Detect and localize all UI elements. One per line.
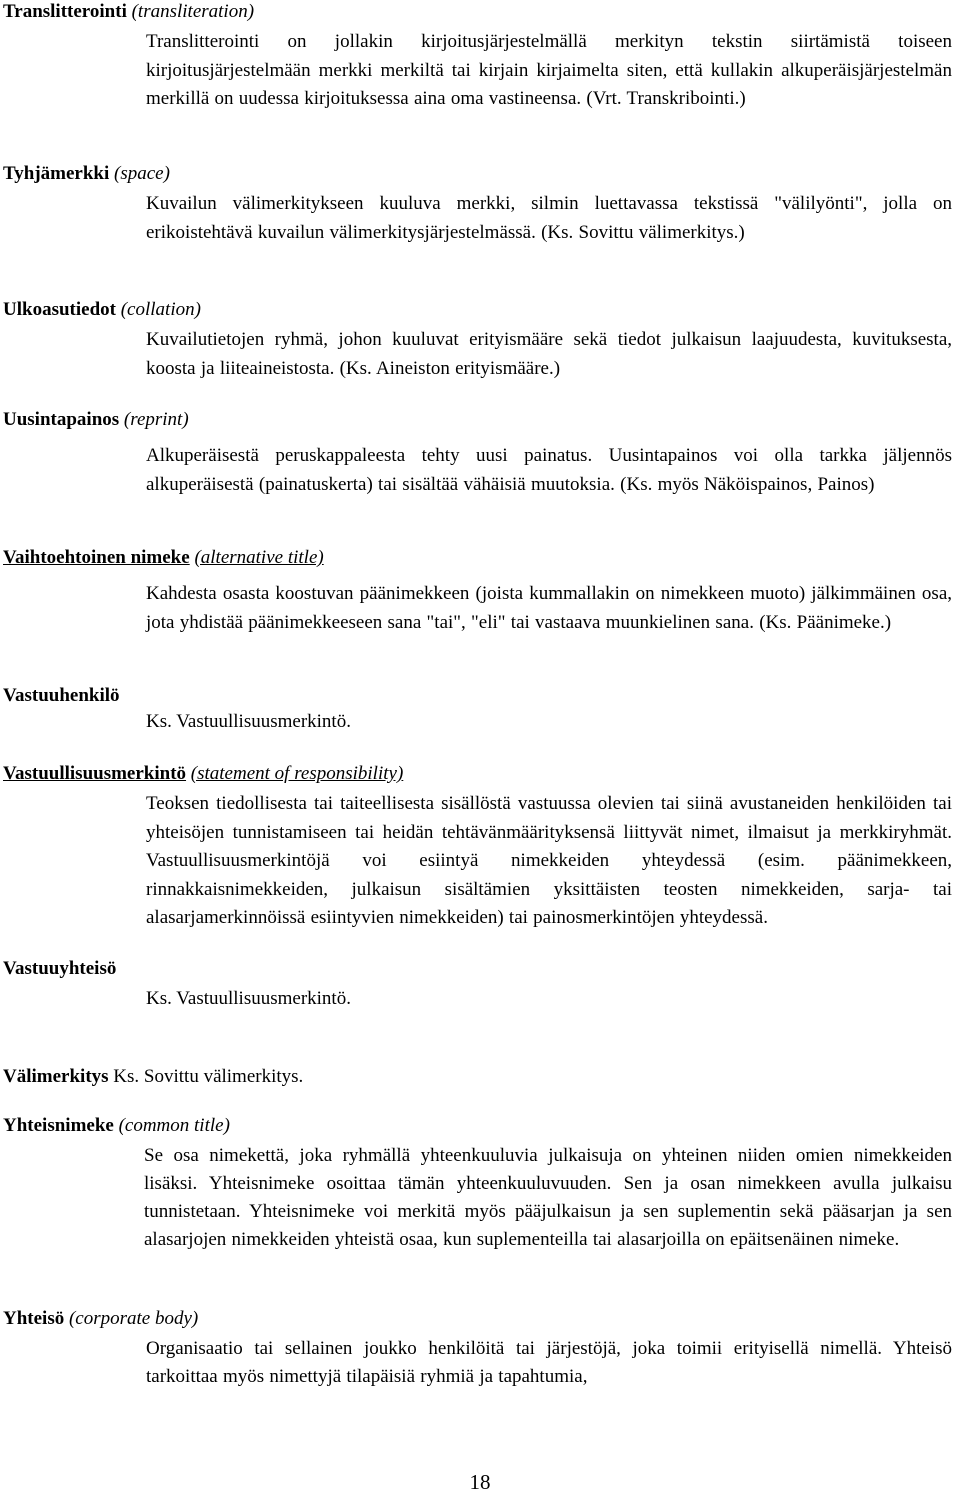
entry-heading	[3, 684, 952, 708]
entry-term: Välimerkitys	[3, 1066, 109, 1087]
entry-definition: Kuvailutietojen ryhmä, johon kuuluvat erityismääre sekä tiedot julkaisun laajuudesta, kuvituksesta, koosta ja liiteaineistosta. (Ks. Aineiston erityismääre.)	[146, 329, 952, 379]
glossary-entry-vastuuhenkilo	[3, 684, 952, 736]
entry-definition: Kahdesta osasta koostuvan päänimekkeen (joista kummallakin on nimekkeen muoto) jälkimmäinen osa, jota yhdistää päänimekkeeseen sana "tai", "eli" tai vastaava muunkielinen sana. (Ks. Päänimeke.)	[146, 583, 952, 633]
entry-gloss: (space)	[114, 163, 170, 184]
entry-term: Translitterointi	[3, 1, 127, 22]
entry-definition: Translitterointi on jollakin kirjoitusjärjestelmällä merkityn tekstin siirtämistä toiseen kirjoitusjärjestelmään merkki merkiltä tai kirjain kirjaimelta siten, että kullakin alkuperäisjärjestelmän merkillä on uudessa kirjoituksessa aina oma vastineensa. (Vrt. Transkribointi.)	[146, 31, 952, 109]
glossary-entry-tyhjamerkki	[3, 162, 952, 247]
entry-heading	[3, 546, 952, 570]
entry-term: Yhteisö	[3, 1308, 65, 1329]
entry-gloss: (alternative title)	[194, 547, 324, 568]
entry-definition: Alkuperäisestä peruskappaleesta tehty uusi painatus. Uusintapainos voi olla tarkka jäljennös alkuperäisestä (painatuskerta) tai sisältää vähäisiä muutoksia. (Ks. myös Näköispainos, Painos)	[146, 445, 952, 495]
entry-definition: Se osa nimekettä, joka ryhmällä yhteenkuuluvia julkaisuja on yhteinen niiden omien nimekkeiden lisäksi. Yhteisnimeke osoittaa tämän yhteenkuuluvuuden. Sen ja osan nimekkeen avulla julkaisu tunnistetaan. Yhteisnimeke voi merkitä myös pääjulkaisun ja sen suplementin sekä pääsarjan ja sen alasarjojen nimekkeiden yhteistä osaa, kun suplementeilla tai alasarjoilla on epäitsenäinen nimeke.	[144, 1145, 952, 1250]
entry-heading	[3, 162, 952, 186]
entry-definition: Kuvailun välimerkitykseen kuuluva merkki, silmin luettavassa tekstissä "välilyönti", jolla on erikoistehtävä kuvailun välimerkitysjärjestelmässä. (Ks. Sovittu välimerkitys.)	[146, 193, 952, 243]
glossary-entry-translitterointi	[3, 0, 952, 114]
entry-heading	[3, 1065, 952, 1089]
entry-heading	[3, 957, 952, 981]
glossary-entry-valimerkitys	[3, 1065, 952, 1089]
entry-term: Vastuuhenkilö	[3, 685, 120, 706]
glossary-entry-yhteisnimeke	[3, 1114, 952, 1254]
entry-gloss: (collation)	[120, 299, 201, 320]
glossary-entry-vaihtoehtoinen-nimeke	[3, 546, 952, 637]
glossary-entry-vastuullisuusmerkinto	[3, 762, 952, 933]
page-number: 18	[469, 1470, 491, 1494]
entry-term: Ulkoasutiedot	[3, 299, 116, 320]
glossary-entry-yhteiso	[3, 1307, 952, 1391]
entry-gloss: (common title)	[118, 1115, 230, 1136]
entry-gloss: (corporate body)	[68, 1308, 199, 1329]
entry-definition: Ks. Sovittu välimerkitys.	[113, 1066, 304, 1087]
entry-heading	[3, 1307, 952, 1331]
glossary-entry-uusintapainos	[3, 408, 952, 499]
glossary-entry-ulkoasutiedot	[3, 298, 952, 383]
entry-heading	[3, 298, 952, 322]
entry-term: Uusintapainos	[3, 409, 120, 430]
glossary-entry-vastuuyhteiso	[3, 957, 952, 1013]
entry-definition: Teoksen tiedollisesta tai taiteellisesta sisällöstä vastuussa olevien tai siinä avustaneiden henkilöiden tai yhteisöjen tunnistamiseen tai heidän tehtävänmäärityksensä liittyvät nimet, ilmaisut ja merkkiryhmät. Vastuullisuusmerkintöjä voi esiintyä nimekkeiden yhteydessä (esim. päänimekkeen, rinnakkaisnimekkeiden, julkaisun sisältämien yksittäisten teosten nimekkeiden, sarja- tai alasarjamerkinnöissä esiintyvien nimekkeiden) tai painosmerkintöjen yhteydessä.	[146, 793, 952, 928]
entry-gloss: (reprint)	[123, 409, 189, 430]
entry-gloss: (transliteration)	[131, 1, 255, 22]
entry-term: Vaihtoehtoinen nimeke	[3, 547, 190, 568]
entry-term: Yhteisnimeke	[3, 1115, 114, 1136]
entry-gloss: (statement of responsibility)	[190, 763, 404, 784]
entry-term: Vastuullisuusmerkintö	[3, 763, 187, 784]
entry-heading	[3, 0, 952, 24]
entry-heading	[3, 762, 952, 786]
entry-definition: Organisaatio tai sellainen joukko henkilöitä tai järjestöjä, joka toimii erityisellä nimellä. Yhteisö tarkoittaa myös nimettyjä tilapäisiä ryhmiä ja tapahtumia,	[146, 1338, 952, 1387]
entry-heading	[3, 408, 952, 432]
entry-heading	[3, 1114, 952, 1138]
entry-term: Vastuuyhteisö	[3, 958, 117, 979]
entry-definition: Ks. Vastuullisuusmerkintö.	[146, 988, 351, 1009]
entry-definition: Ks. Vastuullisuusmerkintö.	[146, 711, 351, 732]
entry-term: Tyhjämerkki	[3, 163, 110, 184]
